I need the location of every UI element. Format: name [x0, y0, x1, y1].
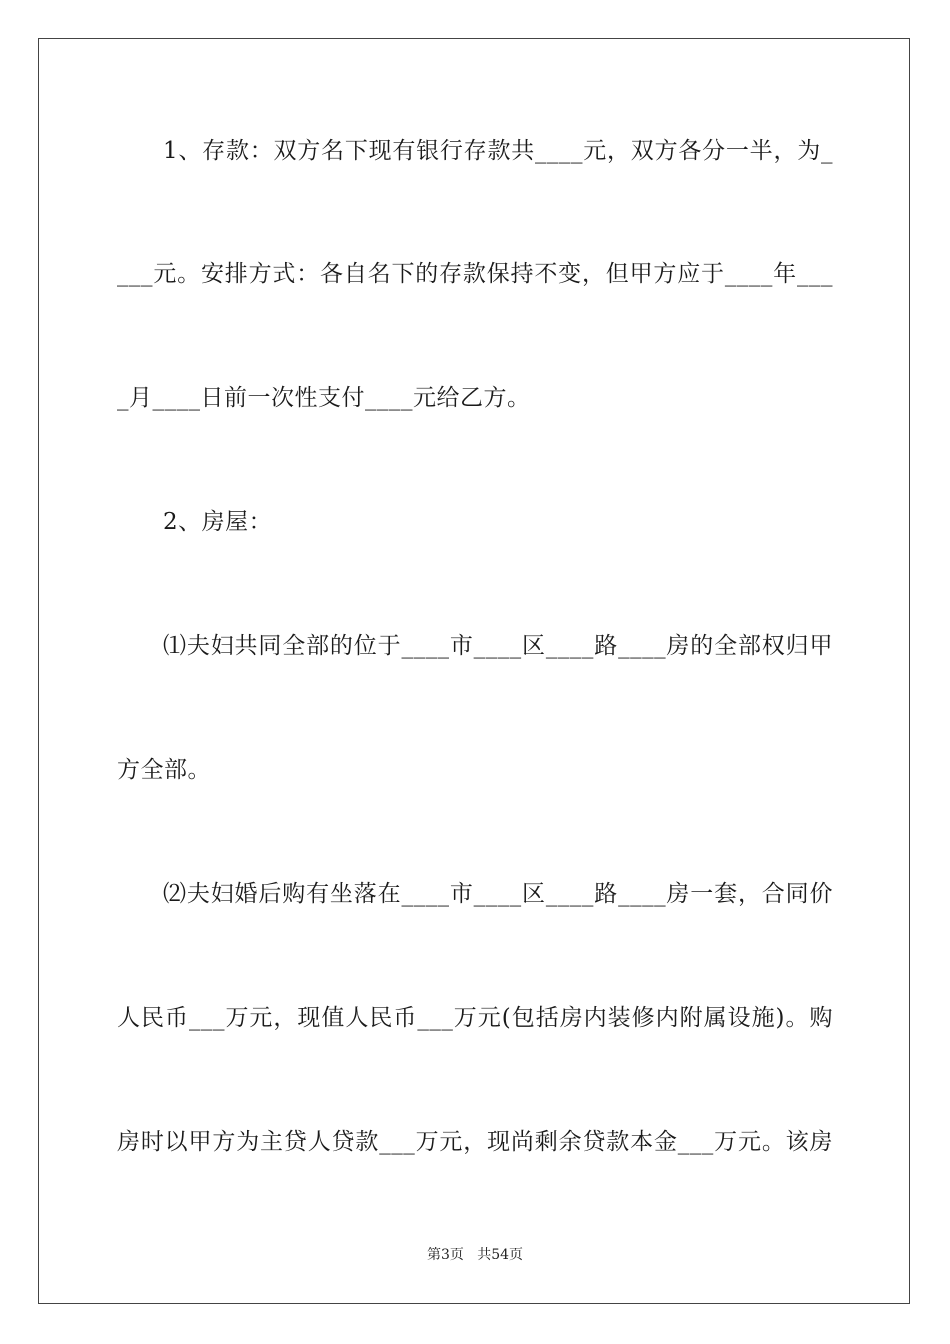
section-heading-house: 2、房屋：	[163, 509, 273, 535]
paragraph-house-1-line-2: 方全部。	[117, 757, 211, 783]
page-number: 第3页 共54页	[426, 1247, 524, 1263]
paragraph-deposit-line-3: _月____日前一次性支付____元给乙方。	[117, 385, 531, 411]
paragraph-house-2-line-1: ⑵夫妇婚后购有坐落在____市____区____路____房一套，合同价	[163, 881, 833, 907]
paragraph-house-1-line-1: ⑴夫妇共同全部的位于____市____区____路____房的全部权归甲	[163, 633, 833, 659]
paragraph-deposit-line-2: ___元。安排方式：各自名下的存款保持不变，但甲方应于____年___	[117, 261, 833, 287]
paragraph-house-2-line-2: 人民币___万元，现值人民币___万元(包括房内装修内附属设施)。购	[117, 1005, 833, 1031]
paragraph-house-2-line-3: 房时以甲方为主贷人贷款___万元，现尚剩余贷款本金___万元。该房	[117, 1129, 833, 1155]
paragraph-deposit-line-1: 1、存款：双方名下现有银行存款共____元，双方各分一半，为_	[163, 138, 833, 164]
page-border	[38, 38, 910, 1304]
